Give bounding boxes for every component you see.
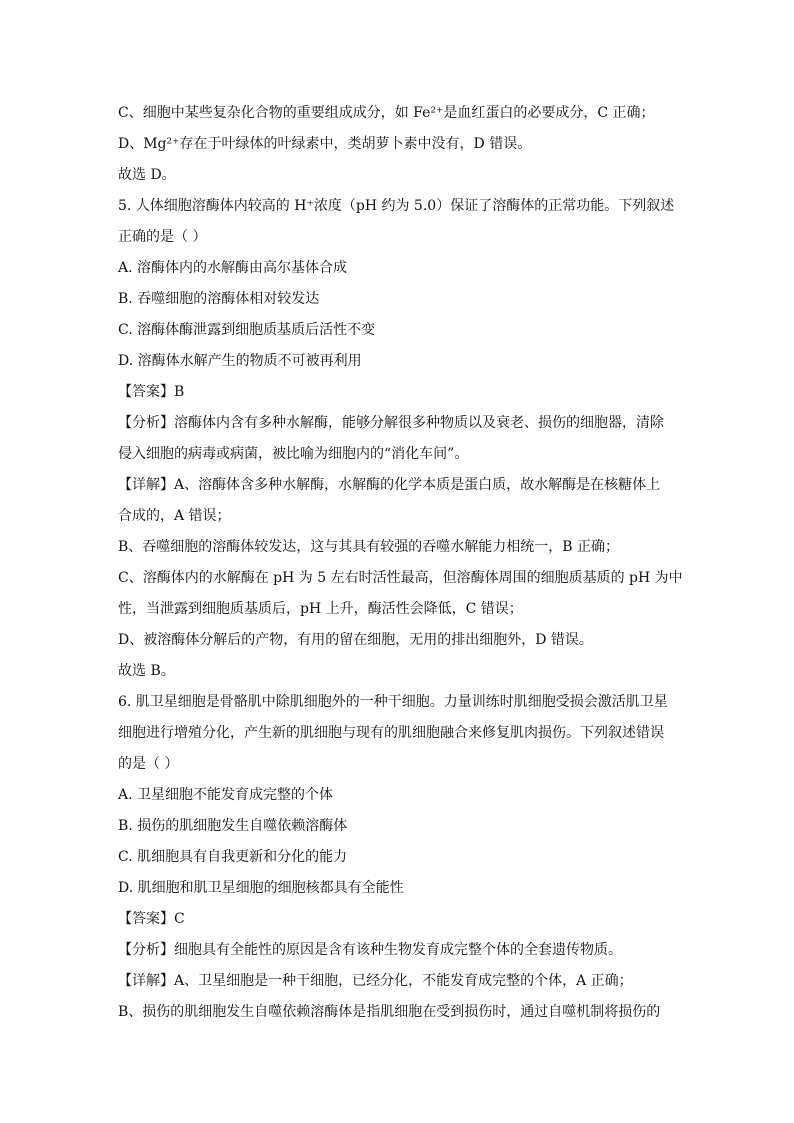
option-d: D. 溶酶体水解产生的物质不可被再利用 xyxy=(118,353,362,369)
question-6-stem: 6. 肌卫星细胞是骨骼肌中除肌细胞外的一种干细胞。力量训练时肌细胞受损会激活肌卫星 xyxy=(118,694,668,710)
answer-line: 【答案】B xyxy=(118,384,185,400)
question-5-stem: 正确的是（ ） xyxy=(118,229,207,245)
analysis-line: 【分析】细胞具有全能性的原因是含有该种生物发育成完整个体的全套遗传物质。 xyxy=(118,942,622,958)
text-line: 故选 D。 xyxy=(118,167,176,183)
explanation-line: B、损伤的肌细胞发生自噬依赖溶酶体是指肌细胞在受到损伤时，通过自噬机制将损伤的 xyxy=(118,1004,661,1020)
explanation-line: 【详解】A、溶酶体含多种水解酶，水解酶的化学本质是蛋白质，故水解酶是在核糖体上 xyxy=(118,477,661,493)
question-6-stem: 的是（ ） xyxy=(118,756,179,772)
text-line: C、细胞中某些复杂化合物的重要组成成分，如 Fe²⁺是血红蛋白的必要成分，C 正确； xyxy=(118,105,655,121)
option-a: A. 溶酶体内的水解酶由高尔基体合成 xyxy=(118,260,348,276)
explanation-line: C、溶酶体内的水解酶在 pH 为 5 左右时活性最高，但溶酶体周围的细胞质基质的 pH 为中 xyxy=(118,570,683,586)
text-line: D、Mg²⁺存在于叶绿体的叶绿素中，类胡萝卜素中没有，D 错误。 xyxy=(118,136,532,152)
explanation-line: 【详解】A、卫星细胞是一种干细胞，已经分化，不能发育成完整的个体，A 正确； xyxy=(118,973,633,989)
explanation-line: D、被溶酶体分解后的产物，有用的留在细胞，无用的排出细胞外，D 错误。 xyxy=(118,632,593,648)
text-line: 故选 B。 xyxy=(118,663,175,679)
option-b: B. 吞噬细胞的溶酶体相对较发达 xyxy=(118,291,320,307)
question-5-stem: 5. 人体细胞溶酶体内较高的 H⁺浓度（pH 约为 5.0）保证了溶酶体的正常功能。下列叙述 xyxy=(118,198,675,214)
question-6-stem: 细胞进行增殖分化，产生新的肌细胞与现有的肌细胞融合来修复肌肉损伤。下列叙述错误 xyxy=(118,725,664,741)
analysis-line: 侵入细胞的病毒或病菌，被比喻为细胞内的“消化车间”。 xyxy=(118,446,469,462)
answer-line: 【答案】C xyxy=(118,911,185,927)
analysis-line: 【分析】溶酶体内含有多种水解酶，能够分解很多种物质以及衰老、损伤的细胞器，清除 xyxy=(118,415,664,431)
explanation-line: B、吞噬细胞的溶酶体较发达，这与其具有较强的吞噬水解能力相统一，B 正确； xyxy=(118,539,620,555)
option-b: B. 损伤的肌细胞发生自噬依赖溶酶体 xyxy=(118,818,348,834)
explanation-line: 合成的，A 错误； xyxy=(118,508,231,524)
option-d: D. 肌细胞和肌卫星细胞的细胞核都具有全能性 xyxy=(118,880,404,896)
option-c: C. 肌细胞具有自我更新和分化的能力 xyxy=(118,849,348,865)
explanation-line: 性，当泄露到细胞质基质后，pH 上升，酶活性会降低，C 错误； xyxy=(118,601,523,617)
option-c: C. 溶酶体酶泄露到细胞质基质后活性不变 xyxy=(118,322,376,338)
option-a: A. 卫星细胞不能发育成完整的个体 xyxy=(118,787,334,803)
